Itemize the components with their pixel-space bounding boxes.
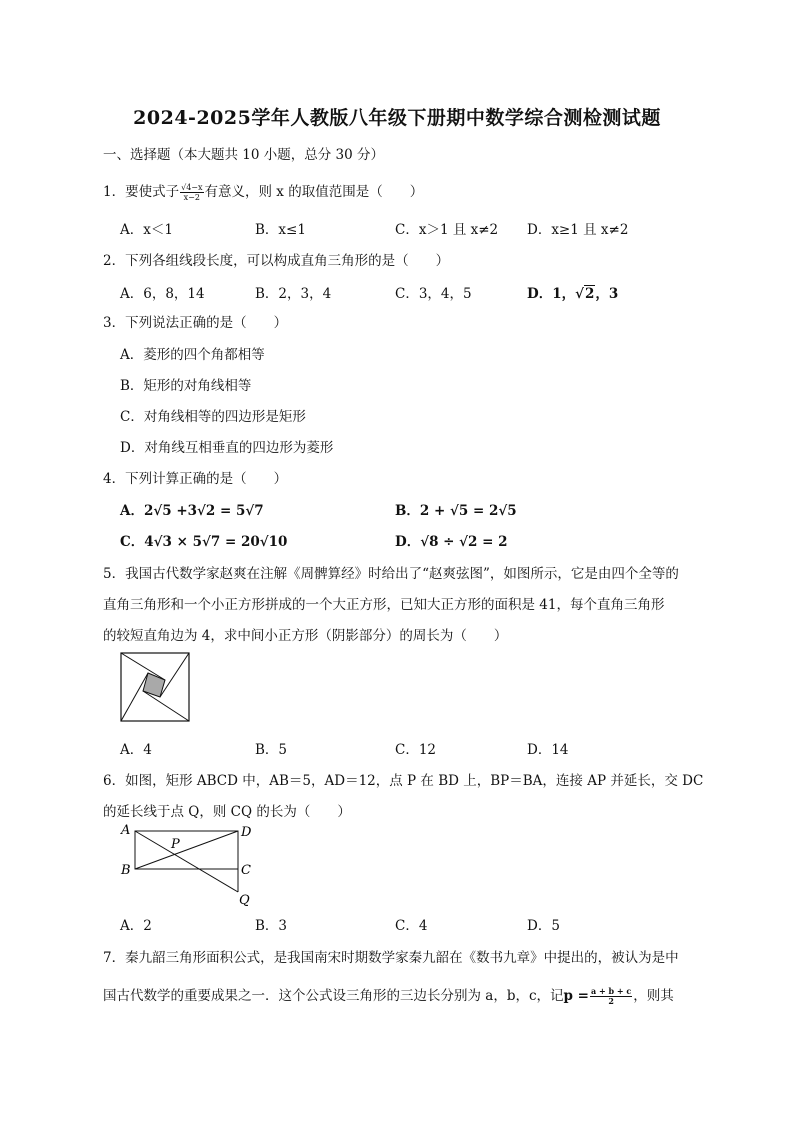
q1-option-d: D．x≥1 且 x≠2 xyxy=(527,222,629,238)
q1-option-a: A．x＜1 xyxy=(120,222,173,238)
q2-option-b: B．2，3，4 xyxy=(255,286,332,302)
q4-option-b: B．2 + √5 = 2√5 xyxy=(395,503,517,519)
q6-option-b: B．3 xyxy=(255,918,288,934)
q7-line2-prefix: 国古代数学的重要成果之一．这个公式设三角形的三边长分别为 a，b，c，记 xyxy=(103,988,564,1004)
q2-d-suffix: ，3 xyxy=(595,286,619,302)
line-apq xyxy=(135,831,238,892)
page-title: 2024-2025学年人教版八年级下册期中数学综合测检测试题 xyxy=(133,107,661,129)
q6-option-d: D．5 xyxy=(527,918,560,934)
q7-p-fraction xyxy=(590,987,632,1006)
diagonal-bd xyxy=(135,831,238,869)
q4-option-c: C．4√3 × 5√7 = 20√10 xyxy=(120,534,288,550)
question-6-line-2: 的延长线于点 Q，则 CQ 的长为（ ） xyxy=(103,804,351,820)
question-5-line-2: 直角三角形和一个小正方形拼成的一个大正方形，已知大正方形的面积是 41，每个直角三角形 xyxy=(103,597,665,613)
question-3: 3．下列说法正确的是（ ） xyxy=(103,315,288,331)
q1-numerator: √4−x xyxy=(181,183,203,192)
q5-option-c: C．12 xyxy=(395,742,437,758)
label-d: D xyxy=(241,825,252,840)
label-c: C xyxy=(241,863,251,878)
q3-option-a: A．菱形的四个角都相等 xyxy=(120,347,265,363)
label-q: Q xyxy=(239,893,250,908)
q1-option-c: C．x＞1 且 x≠2 xyxy=(395,222,499,238)
question-7-line-2 xyxy=(103,984,674,1006)
q6-option-a: A．2 xyxy=(120,918,152,934)
question-5-line-1: 5．我国古代数学家赵爽在注解《周髀算经》时给出了“赵爽弦图”，如图所示，它是由四个全等的 xyxy=(103,566,679,582)
q7-p-numerator: a + b + c xyxy=(591,986,632,996)
triangle-edge-1 xyxy=(121,653,165,680)
question-6-line-1: 6．如图，矩形 ABCD 中，AB＝5，AD＝12，点 P 在 BD 上，BP＝BA，连接 AP 并延长，交 DC xyxy=(103,773,704,789)
label-a: A xyxy=(121,823,131,838)
question-4: 4．下列计算正确的是（ ） xyxy=(103,471,288,487)
question-1 xyxy=(103,180,423,202)
zhao-shuang-chord-figure xyxy=(120,652,192,724)
q5-option-d: D．14 xyxy=(527,742,569,758)
q2-option-d xyxy=(527,282,618,302)
q4-option-d: D．√8 ÷ √2 = 2 xyxy=(395,534,508,550)
q2-d-radicand: 2 xyxy=(584,286,595,302)
triangle-edge-4 xyxy=(121,673,148,721)
q3-option-c: C．对角线相等的四边形是矩形 xyxy=(120,409,306,425)
q1-prefix: 1．要使式子 xyxy=(103,184,180,200)
q3-option-d: D．对角线互相垂直的四边形为菱形 xyxy=(120,440,334,456)
q1-fraction xyxy=(180,183,203,202)
q3-option-b: B．矩形的对角线相等 xyxy=(120,378,252,394)
section-heading: 一、选择题（本大题共 10 小题，总分 30 分） xyxy=(103,147,385,163)
q2-option-a: A．6，8，14 xyxy=(120,286,205,302)
label-p: P xyxy=(171,837,180,852)
q1-denominator: x−2 xyxy=(183,193,200,202)
q5-option-b: B．5 xyxy=(255,742,288,758)
q2-d-sqrt: √2 xyxy=(575,286,595,302)
q1-suffix: 有意义，则 x 的取值范围是（ ） xyxy=(204,184,424,200)
question-2: 2．下列各组线段长度，可以构成直角三角形的是（ ） xyxy=(103,253,450,269)
q7-line2-suffix: ，则其 xyxy=(633,988,674,1004)
rectangle-abcd-figure xyxy=(115,820,260,908)
q2-option-c: C．3，4，5 xyxy=(395,286,472,302)
q7-p-label: p = xyxy=(563,988,589,1004)
label-b: B xyxy=(121,863,131,878)
q4-option-a: A．2√5 +3√2 = 5√7 xyxy=(120,503,264,519)
question-7-line-1: 7．秦九韶三角形面积公式，是我国南宋时期数学家秦九韶在《数书九章》中提出的，被认为是中 xyxy=(103,950,679,966)
q1-option-b: B．x≤1 xyxy=(255,222,306,238)
q2-d-prefix: D．1， xyxy=(527,286,576,302)
q6-option-c: C．4 xyxy=(395,918,428,934)
triangle-edge-3 xyxy=(143,691,189,721)
triangle-edge-2 xyxy=(160,653,189,697)
question-5-line-3: 的较短直角边为 4，求中间小正方形（阴影部分）的周长为（ ） xyxy=(103,628,508,644)
q5-option-a: A．4 xyxy=(120,742,152,758)
q7-p-denominator: 2 xyxy=(608,996,614,1006)
